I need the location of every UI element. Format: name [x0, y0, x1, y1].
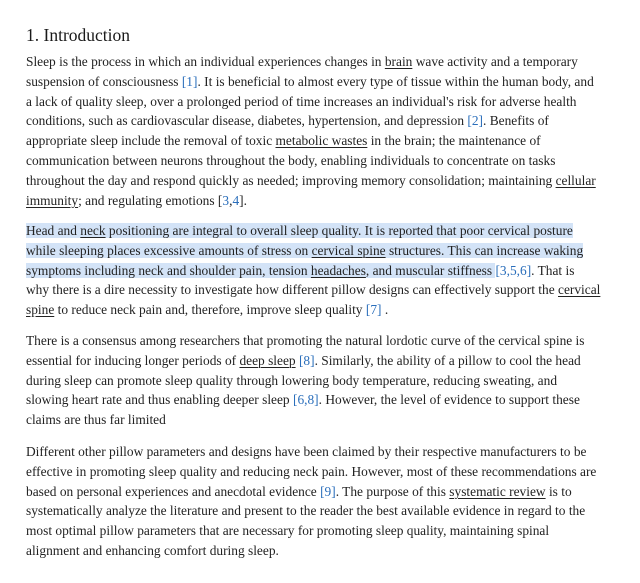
- text: communication between neurons throughout the body, enabling individuals to concentrate on tasks: [26, 152, 556, 168]
- cellular-immunity-link[interactable]: cellular: [555, 172, 596, 188]
- citation-link[interactable]: [9]: [320, 483, 336, 499]
- text: systematically analyze the literature and present to the reader the best available evidence in regard to the: [26, 503, 586, 519]
- text: a lack of quality sleep, over a prolonged period of time increases an individual's risk for adverse health: [26, 93, 577, 109]
- text: to reduce neck pain and, therefore, improve sleep quality: [54, 302, 366, 318]
- text: wave activity and a temporary: [412, 54, 578, 69]
- systematic-review-link[interactable]: systematic review: [449, 483, 546, 499]
- text: symptoms including neck and shoulder pain, tension: [26, 262, 311, 278]
- paragraph-3: [26, 331, 601, 430]
- citation-link[interactable]: [2]: [467, 113, 484, 129]
- text: , and muscular stiffness: [365, 262, 496, 278]
- paragraph-2: [26, 221, 601, 320]
- text: essential for inducing longer periods of: [26, 352, 240, 368]
- cellular-immunity-link[interactable]: immunity: [26, 192, 79, 208]
- text: suspension of consciousness: [26, 73, 182, 89]
- citation-link[interactable]: [3,5,6]: [495, 262, 532, 278]
- text: alignment and enhancing comfort during sleep.: [26, 542, 279, 558]
- text: most optimal pillow parameters that are necessary for promoting sleep quality, maintaining spinal: [26, 523, 550, 539]
- text: while sleeping places excessive amounts of stress on: [26, 242, 312, 258]
- text: why there is a dire necessity to investigate how different pillow designs can effectively support the: [26, 282, 559, 298]
- citation-link[interactable]: 4: [232, 192, 240, 208]
- text: effective in promoting sleep quality and reducing neck pain. However, most of these recommendations are: [26, 463, 597, 479]
- text: is to: [545, 483, 572, 499]
- metabolic-wastes-link[interactable]: metabolic wastes: [275, 133, 368, 149]
- text: slowing heart rate and thus enabling deeper sleep: [26, 392, 293, 408]
- text: in the brain; the maintenance of: [367, 133, 541, 149]
- text: based on personal experiences and anecdotal evidence: [26, 483, 321, 499]
- citation-link[interactable]: [1]: [181, 73, 198, 89]
- text: during sleep can promote sleep quality through lowering body temperature, reducing sweating, and: [26, 372, 558, 388]
- citation-link[interactable]: [8]: [295, 352, 315, 368]
- citation-link[interactable]: [6,8]: [292, 392, 319, 408]
- paragraph-4: [26, 442, 601, 561]
- text: claims are thus far limited: [26, 412, 166, 428]
- text: . It is beneficial to almost every type of tissue within the human body, and: [197, 73, 594, 89]
- citation-link[interactable]: [7]: [365, 302, 382, 318]
- text: . The purpose of this: [335, 483, 450, 499]
- brain-link[interactable]: brain: [384, 54, 413, 69]
- text: ].: [239, 192, 247, 208]
- text: . That is: [531, 262, 575, 278]
- section-title: 1. Introduction: [26, 25, 131, 45]
- text: Different other pillow parameters and designs have been claimed by their respective manufacturers to be: [26, 444, 587, 459]
- citation-link[interactable]: 3: [222, 192, 230, 208]
- deep-sleep-link[interactable]: deep sleep: [239, 352, 296, 368]
- text: ,: [229, 192, 233, 208]
- text: positioning are integral to overall sleep quality. It is reported that poor cervical posture: [105, 223, 573, 238]
- text: .: [381, 302, 389, 318]
- text: . Benefits of: [483, 113, 549, 129]
- text: . However, the level of evidence to support these: [318, 392, 580, 408]
- text: . Similarly, the ability of a pillow to cool the head: [314, 352, 581, 368]
- cervical-spine-link[interactable]: spine: [26, 302, 55, 318]
- text: Sleep is the process in which an individual experiences changes in: [26, 54, 385, 69]
- cervical-spine-link[interactable]: cervical: [558, 282, 601, 298]
- headaches-link[interactable]: headaches: [310, 262, 366, 278]
- cervical-spine-link[interactable]: cervical spine: [311, 242, 386, 258]
- neck-link[interactable]: neck: [80, 223, 106, 238]
- text: structures. This can increase waking: [385, 242, 584, 258]
- text: conditions, such as cardiovascular disease, diabetes, hypertension, and depression: [26, 113, 468, 129]
- text: ; and regulating emotions [: [78, 192, 223, 208]
- paragraph-1: [26, 52, 601, 210]
- text: There is a consensus among researchers that promoting the natural lordotic curve of the cervical spine is: [26, 333, 585, 348]
- text: throughout the day and respond quickly as needed; improving memory consolidation; maintaining: [26, 172, 556, 188]
- text: Head and: [26, 223, 81, 238]
- text: appropriate sleep include the removal of toxic: [26, 133, 276, 149]
